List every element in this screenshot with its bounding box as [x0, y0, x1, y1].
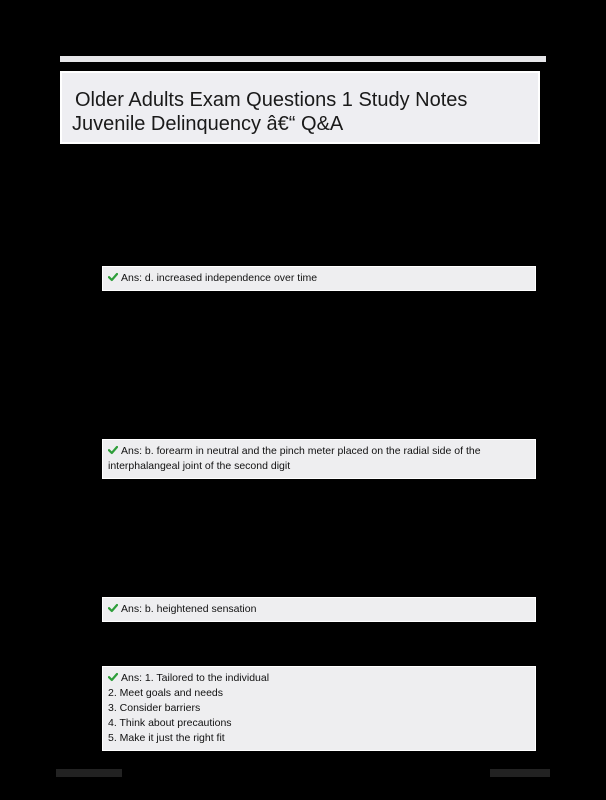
document-title-box: [60, 71, 540, 144]
checkmark-icon: [108, 445, 118, 455]
answer-text-continued: interphalangeal joint of the second digit: [108, 460, 291, 472]
answer-text: Ans: b. heightened sensation: [121, 603, 257, 615]
answer-list-item: 5. Make it just the right fit: [108, 732, 225, 744]
answer-list-item: 4. Think about precautions: [108, 717, 232, 729]
answer-list-item: 2. Meet goals and needs: [108, 687, 223, 699]
answer-list-item: 3. Consider barriers: [108, 702, 201, 714]
answer-box-2: [102, 439, 536, 479]
header-divider: [60, 56, 546, 62]
answer-text: Ans: 1. Tailored to the individual: [121, 672, 270, 684]
footer-right-mark: [490, 769, 550, 777]
footer-left-mark: [56, 769, 122, 777]
checkmark-icon: [108, 603, 118, 613]
answer-text: Ans: b. forearm in neutral and the pinch meter placed on the radial side of the: [121, 445, 481, 457]
answer-text: Ans: d. increased independence over time: [121, 272, 318, 284]
document-title: Older Adults Exam Questions 1 Study Notes: [75, 89, 468, 111]
checkmark-icon: [108, 272, 118, 282]
answer-box-4: [102, 666, 536, 751]
checkmark-icon: [108, 672, 118, 682]
document-subtitle: Juvenile Delinquency â€“ Q&A: [72, 113, 344, 135]
answer-box-3: [102, 597, 536, 622]
answer-box-1: [102, 266, 536, 291]
